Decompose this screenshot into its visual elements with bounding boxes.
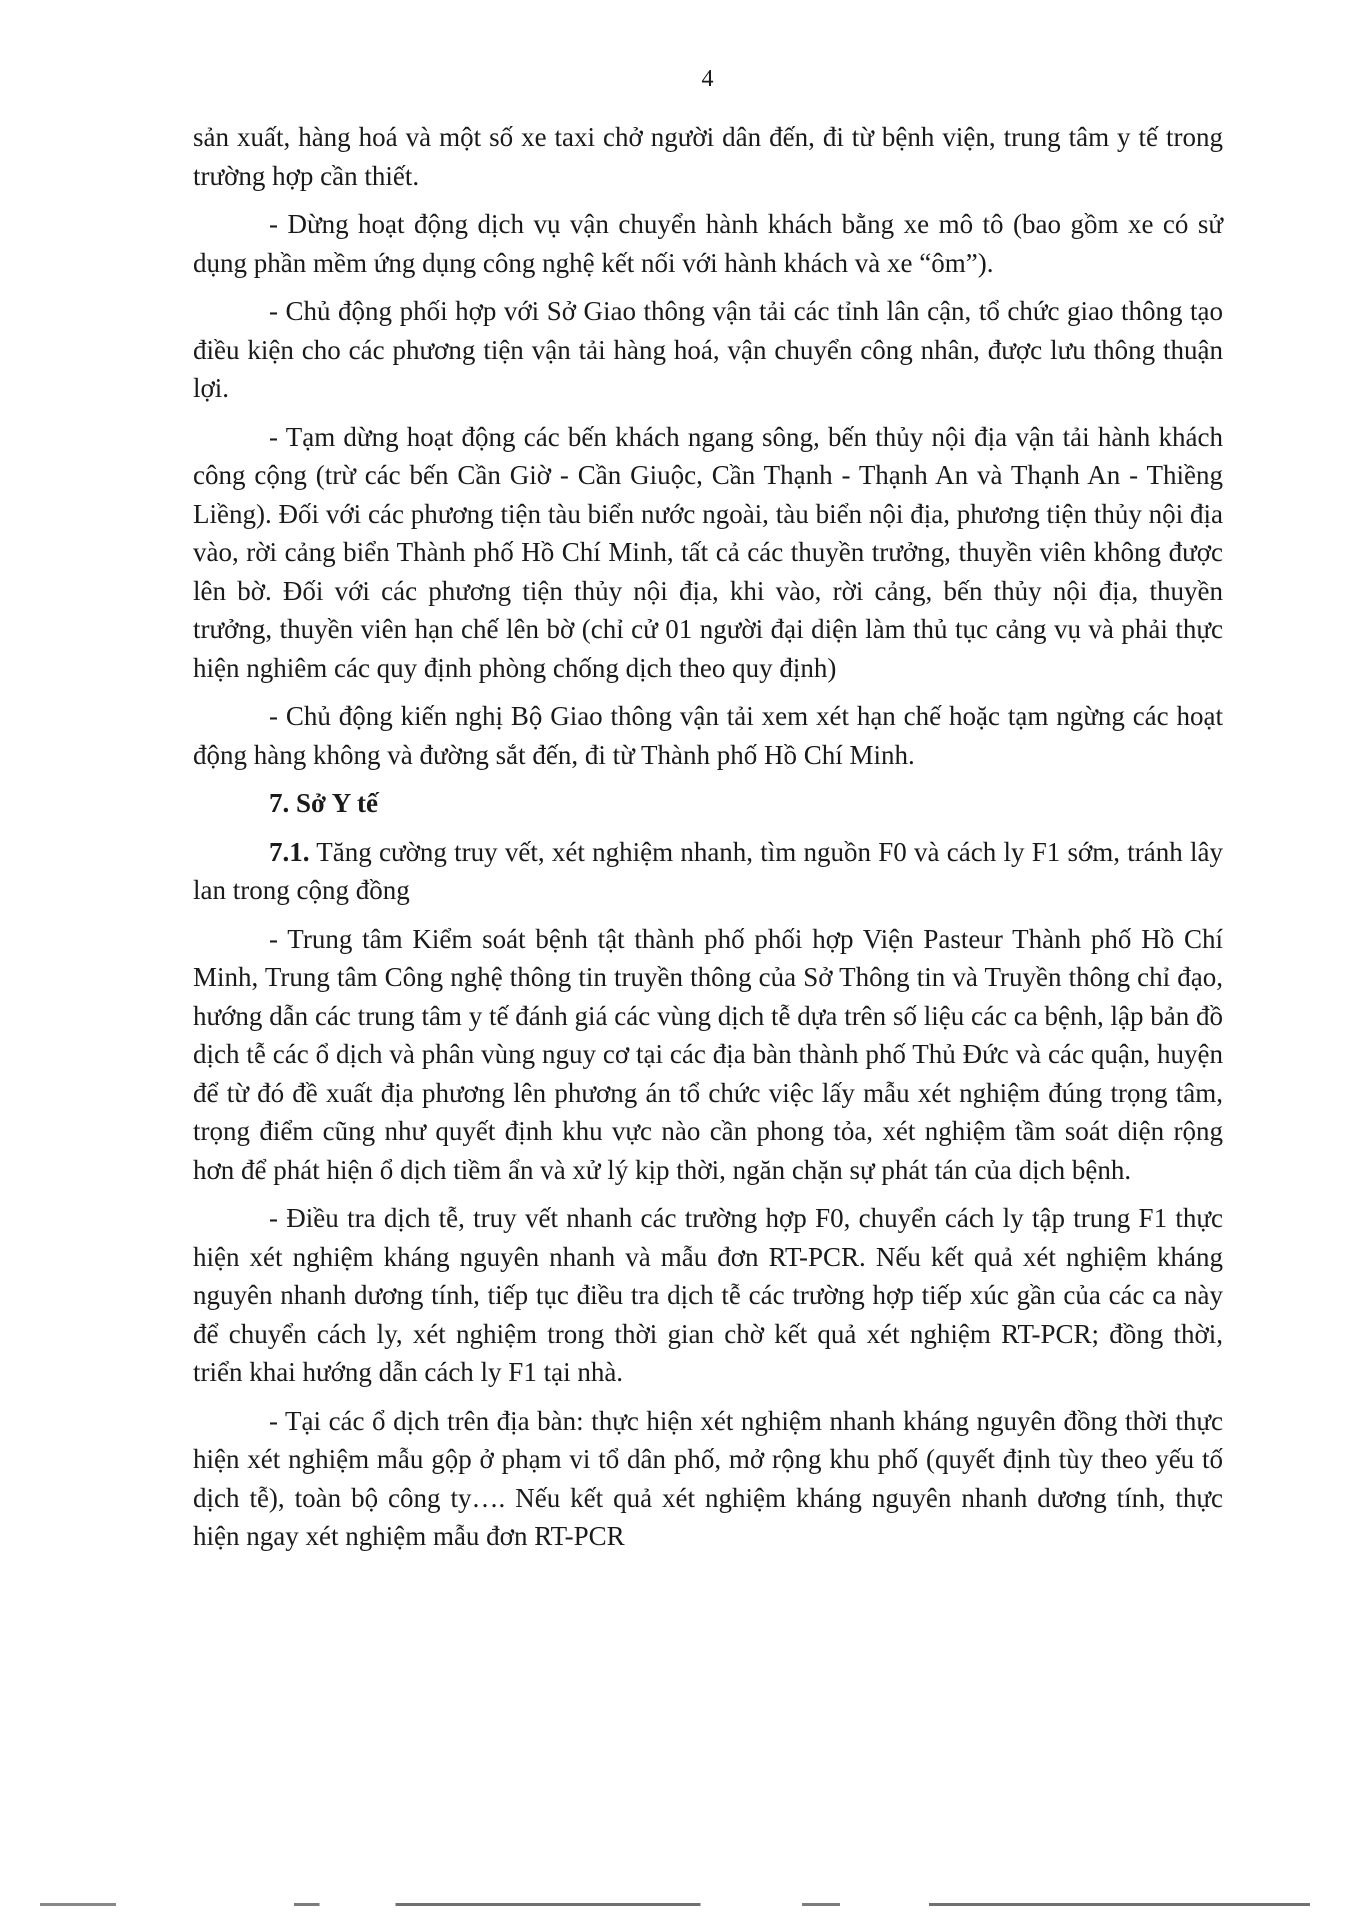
subsection-text: Tăng cường truy vết, xét nghiệm nhanh, tìm nguồn F0 và cách ly F1 sớm, tránh lây lan trong cộng đồng: [193, 836, 1223, 905]
page-number: 4: [701, 66, 714, 92]
subsection-paragraph: [193, 833, 1223, 910]
section-heading: 7. Sở Y tế: [269, 788, 378, 818]
paragraph-1: sản xuất, hàng hoá và một số xe taxi chở người dân đến, đi từ bệnh viện, trung tâm y tế trong trường hợp cần thiết.: [193, 122, 1223, 191]
paragraph-2: - Dừng hoạt động dịch vụ vận chuyển hành khách bằng xe mô tô (bao gồm xe có sử dụng phần mềm ứng dụng công nghệ kết nối với hành khách và xe “ôm”).: [193, 209, 1223, 278]
paragraph-9: - Điều tra dịch tễ, truy vết nhanh các trường hợp F0, chuyển cách ly tập trung F1 thực hiện xét nghiệm kháng nguyên nhanh và mẫu đơn RT-PCR. Nếu kết quả xét nghiệm kháng nguyên nhanh dương tính, tiếp tục điều tra dịch tễ các trường hợp tiếp xúc gần của các ca này để chuyển cách ly, xét nghiệm trong thời gian chờ kết quả xét nghiệm RT-PCR; đồng thời, triển khai hướng dẫn cách ly F1 tại nhà.: [193, 1203, 1223, 1387]
paragraph-5: - Chủ động kiến nghị Bộ Giao thông vận tải xem xét hạn chế hoặc tạm ngừng các hoạt động hàng không và đường sắt đến, đi từ Thành phố Hồ Chí Minh.: [193, 701, 1223, 770]
paragraph-3: - Chủ động phối hợp với Sở Giao thông vận tải các tỉnh lân cận, tổ chức giao thông tạo điều kiện cho các phương tiện vận tải hàng hoá, vận chuyển công nhân, được lưu thông thuận lợi.: [193, 296, 1223, 403]
paragraph-8: - Trung tâm Kiểm soát bệnh tật thành phố phối hợp Viện Pasteur Thành phố Hồ Chí Minh, Trung tâm Công nghệ thông tin truyền thông của Sở Thông tin và Truyền thông chỉ đạo, hướng dẫn các trung tâm y tế đánh giá các vùng dịch tễ dựa trên số liệu các ca bệnh, lập bản đồ dịch tễ các ổ dịch và phân vùng nguy cơ tại các địa bàn thành phố Thủ Đức và các quận, huyện để từ đó đề xuất địa phương lên phương án tổ chức việc lấy mẫu xét nghiệm đúng trọng tâm, trọng điểm cũng như quyết định khu vực nào cần phong tỏa, xét nghiệm tầm soát diện rộng hơn để phát hiện ổ dịch tiềm ẩn và xử lý kịp thời, ngăn chặn sự phát tán của dịch bệnh.: [193, 923, 1223, 1185]
document-body: [193, 118, 1223, 1566]
paragraph-4: - Tạm dừng hoạt động các bến khách ngang sông, bến thủy nội địa vận tải hành khách công cộng (trừ các bến Cần Giờ - Cần Giuộc, Cần Thạnh - Thạnh An và Thạnh An - Thiềng Liềng). Đối với các phương tiện tàu biển nước ngoài, tàu biển nội địa, phương tiện thủy nội địa vào, rời cảng biển Thành phố Hồ Chí Minh, tất cả các thuyền trưởng, thuyền viên không được lên bờ. Đối với các phương tiện thủy nội địa, khi vào, rời cảng, bến thủy nội địa, thuyền trưởng, thuyền viên hạn chế lên bờ (chỉ cử 01 người đại diện làm thủ tục cảng vụ và phải thực hiện nghiêm các quy định phòng chống dịch theo quy định): [193, 421, 1223, 683]
subsection-number: 7.1.: [269, 836, 310, 867]
paragraph-10: - Tại các ổ dịch trên địa bàn: thực hiện xét nghiệm nhanh kháng nguyên đồng thời thực hiện xét nghiệm mẫu gộp ở phạm vi tổ dân phố, mở rộng khu phố (quyết định tùy theo yếu tố dịch tễ), toàn bộ công ty…. Nếu kết quả xét nghiệm kháng nguyên nhanh dương tính, thực hiện ngay xét nghiệm mẫu đơn RT-PCR: [193, 1405, 1223, 1551]
scan-edge-line: [40, 1903, 1310, 1906]
